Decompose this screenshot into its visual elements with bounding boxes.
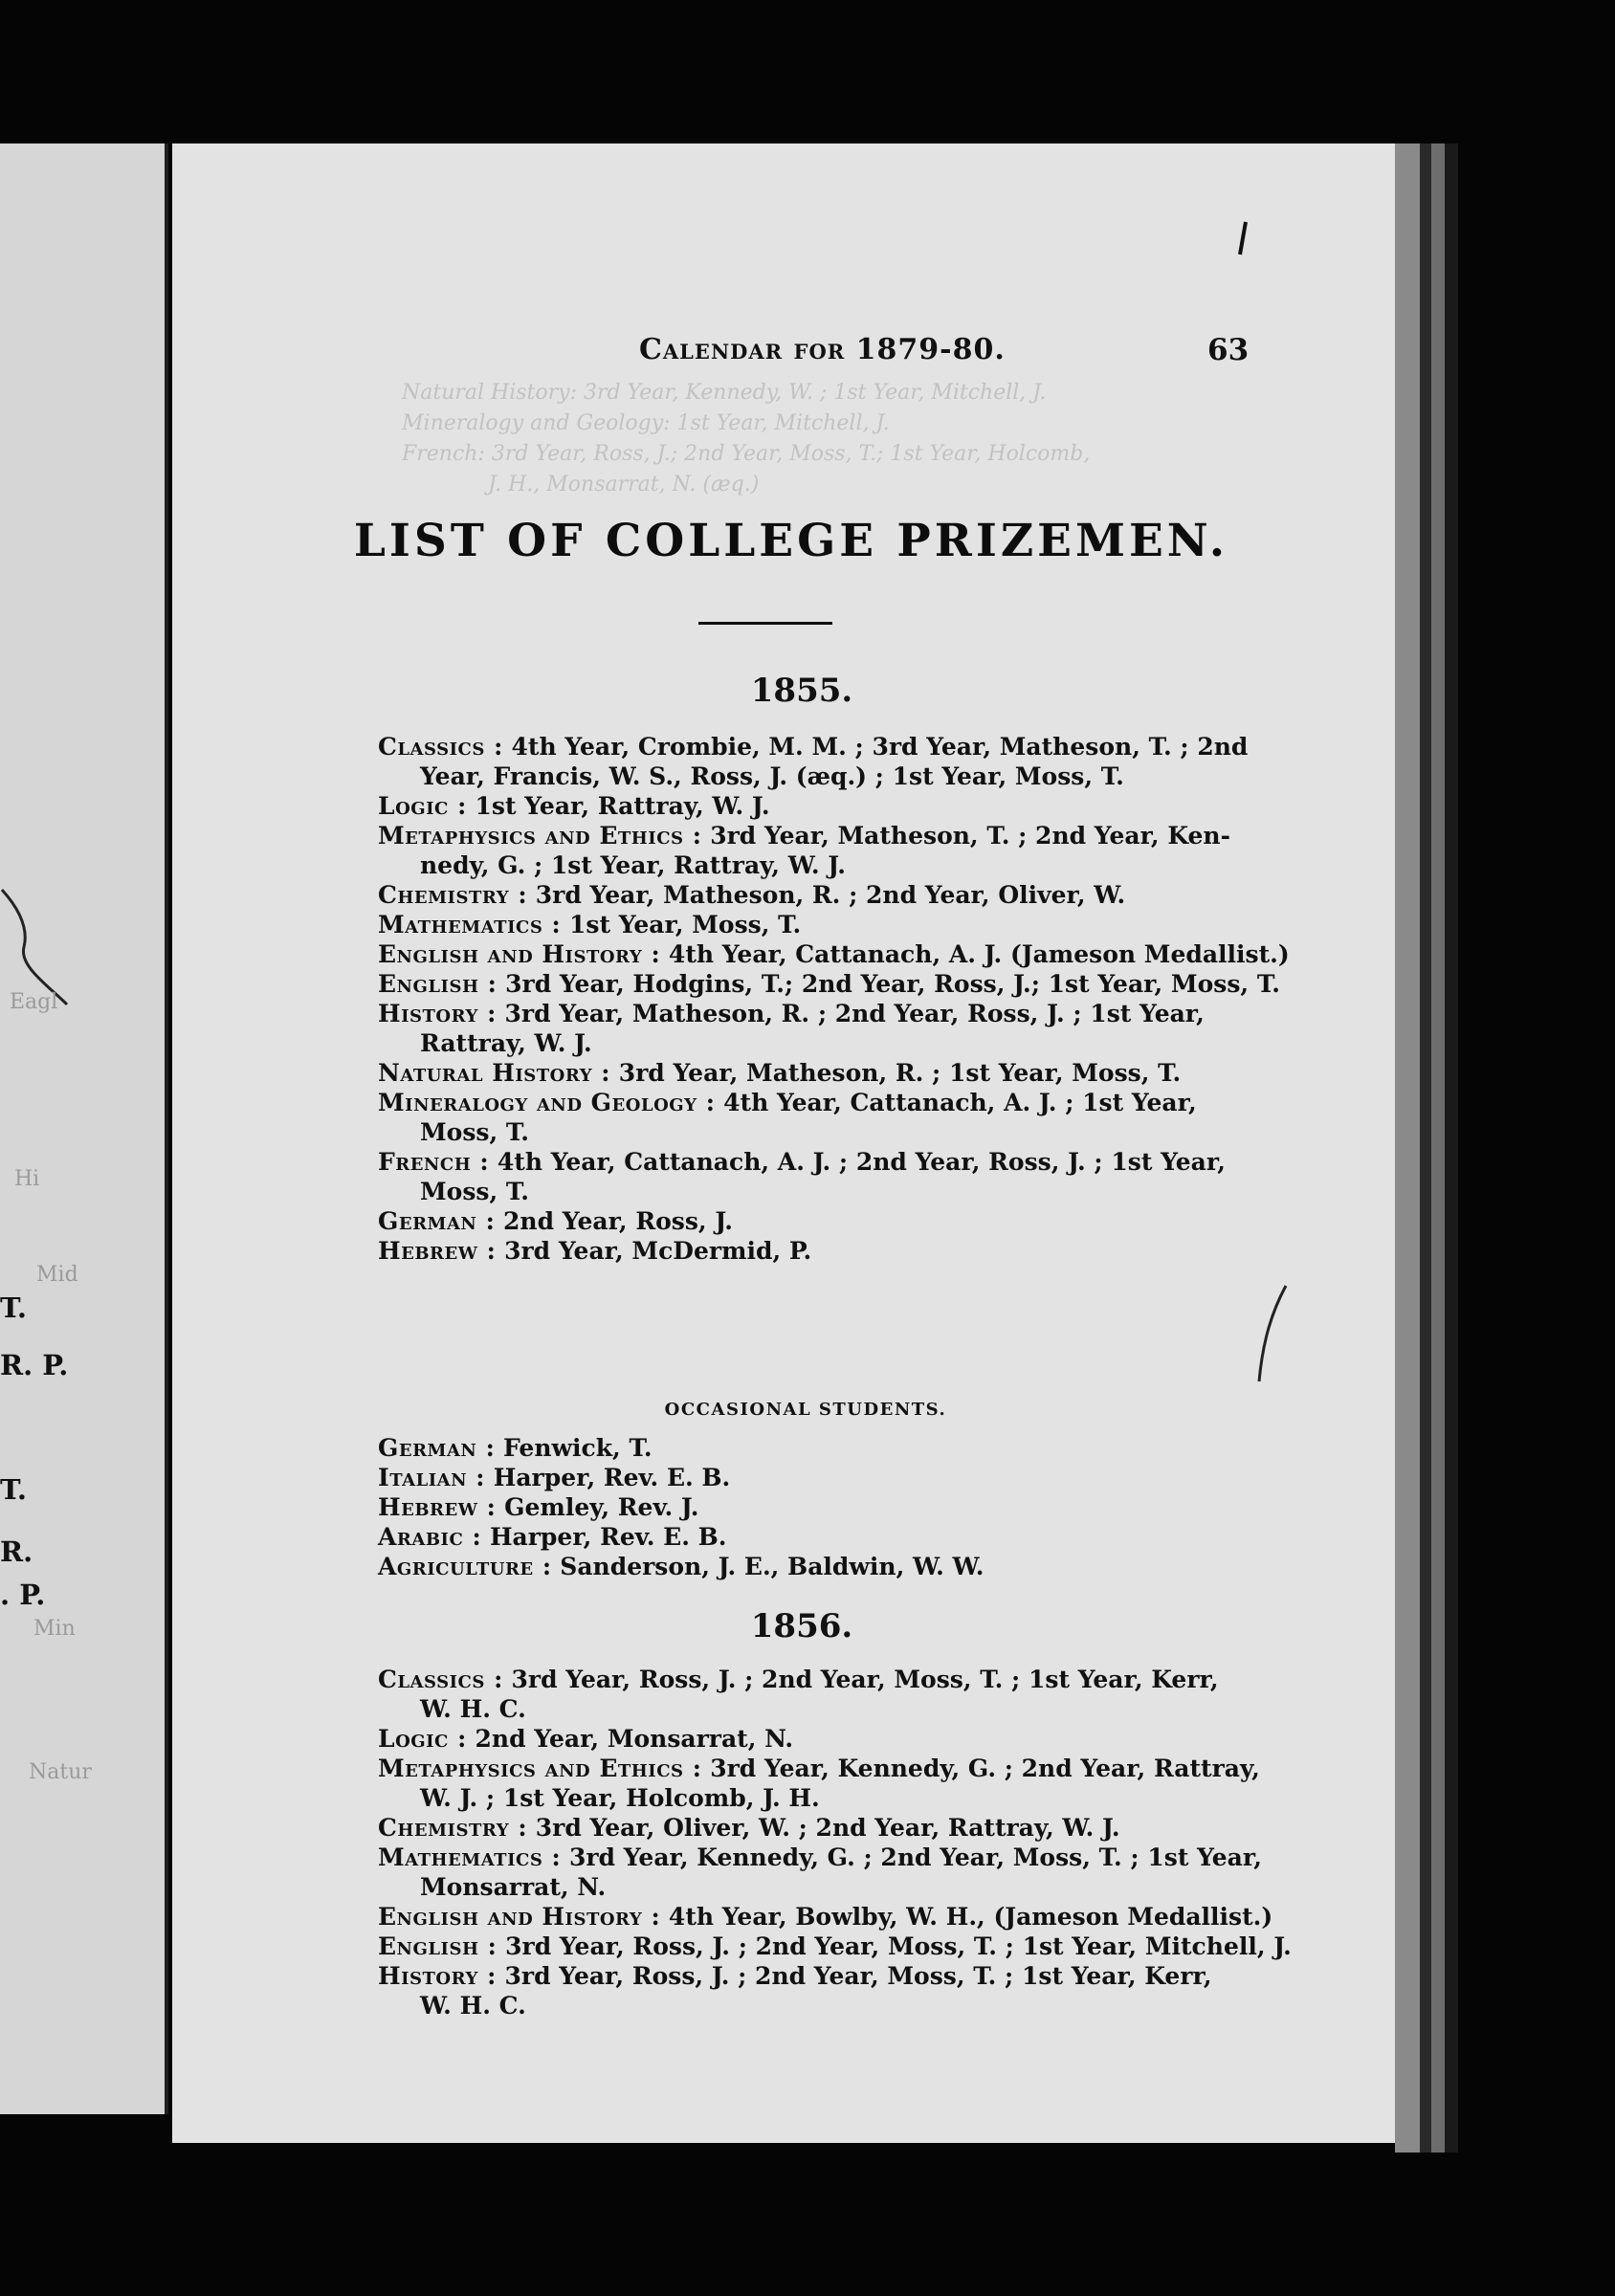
prize-text-continued: W. J. ; 1st Year, Holcomb, J. H. bbox=[420, 1784, 820, 1812]
page-header bbox=[172, 333, 1395, 371]
prize-text: 4th Year, Cattanach, A. J. ; 2nd Year, Ross, J. ; 1st Year, bbox=[497, 1148, 1226, 1176]
occasional-students-heading: OCCASIONAL STUDENTS. bbox=[664, 1400, 947, 1420]
prize-text: Gemley, Rev. J. bbox=[504, 1493, 699, 1521]
show-through-text: J. H., Monsarrat, N. (æq.) bbox=[488, 473, 760, 497]
prize-text: 3rd Year, Kennedy, G. ; 2nd Year, Moss, T. ; 1st Year, bbox=[568, 1843, 1262, 1871]
subject-label: French : bbox=[378, 1148, 490, 1176]
left-page-ghost-text: Eagl bbox=[10, 990, 58, 1014]
prize-entry-chemistry bbox=[378, 1813, 1378, 1843]
prize-entry-mathematics bbox=[378, 1843, 1378, 1902]
prize-entry-history bbox=[378, 1961, 1378, 2020]
subject-label: Hebrew : bbox=[378, 1237, 497, 1265]
prize-text-continued: Rattray, W. J. bbox=[420, 1029, 592, 1057]
prize-text: 3rd Year, Ross, J. ; 2nd Year, Moss, T. ; 1st Year, Kerr, bbox=[504, 1962, 1212, 1990]
page-number: 63 bbox=[1207, 333, 1250, 367]
prize-entry-mathematics bbox=[378, 910, 1378, 939]
prize-entry-english-history bbox=[378, 939, 1378, 969]
page-edge bbox=[1420, 144, 1431, 2152]
subject-label: English : bbox=[378, 970, 498, 998]
year-heading-1856: 1856. bbox=[750, 1607, 853, 1645]
page-edge bbox=[1445, 144, 1458, 2152]
page-title: LIST OF COLLEGE PRIZEMEN. bbox=[353, 515, 1229, 567]
prize-entry-chemistry bbox=[378, 880, 1378, 910]
subject-label: Metaphysics and Ethics : bbox=[378, 822, 702, 850]
prize-text: 3rd Year, Hodgins, T.; 2nd Year, Ross, J.; 1st Year, Moss, T. bbox=[505, 970, 1280, 998]
prize-entry-english bbox=[378, 1932, 1378, 1961]
subject-label: English and History : bbox=[378, 940, 661, 968]
subject-label: Logic : bbox=[378, 1725, 467, 1753]
left-page-ghost-text: Mid bbox=[36, 1263, 78, 1287]
prize-text: 4th Year, Cattanach, A. J. ; 1st Year, bbox=[723, 1089, 1197, 1116]
prize-text: 3rd Year, Ross, J. ; 2nd Year, Moss, T. ; 1st Year, Kerr, bbox=[511, 1666, 1219, 1693]
subject-label: German : bbox=[378, 1434, 496, 1462]
pencil-mark bbox=[1234, 220, 1253, 258]
prize-text: 2nd Year, Ross, J. bbox=[503, 1207, 733, 1235]
show-through-text: French: 3rd Year, Ross, J.; 2nd Year, Moss, T.; 1st Year, Holcomb, bbox=[402, 442, 1091, 466]
subject-label: Italian : bbox=[378, 1464, 485, 1491]
left-page-fragment: R. bbox=[0, 1535, 33, 1568]
occasional-entry bbox=[378, 1492, 1378, 1522]
left-page-ghost-text: Min bbox=[33, 1617, 76, 1641]
prize-entry-english-history bbox=[378, 1902, 1378, 1932]
show-through-text: Natural History: 3rd Year, Kennedy, W. ; 1st Year, Mitchell, J. bbox=[402, 381, 1047, 405]
title-rule bbox=[698, 622, 832, 625]
left-page-fragment: R. P. bbox=[0, 1349, 69, 1381]
left-page-fragment: T. bbox=[0, 1292, 27, 1324]
prize-text-continued: W. H. C. bbox=[420, 1695, 526, 1723]
occasional-entry bbox=[378, 1552, 1378, 1581]
prize-entry-logic bbox=[378, 1724, 1378, 1754]
prize-text: 4th Year, Crombie, M. M. ; 3rd Year, Matheson, T. ; 2nd bbox=[511, 733, 1249, 761]
prize-text: 3rd Year, McDermid, P. bbox=[504, 1237, 812, 1265]
book-page bbox=[172, 144, 1395, 2143]
subject-label: History : bbox=[378, 1962, 497, 1990]
prize-text: Harper, Rev. E. B. bbox=[489, 1523, 727, 1551]
subject-label: Chemistry : bbox=[378, 881, 528, 909]
page-edge bbox=[1395, 144, 1420, 2152]
subject-label: German : bbox=[378, 1207, 496, 1235]
prize-text: 2nd Year, Monsarrat, N. bbox=[475, 1725, 794, 1753]
prize-text: 3rd Year, Ross, J. ; 2nd Year, Moss, T. ; 1st Year, Mitchell, J. bbox=[505, 1932, 1292, 1960]
prize-text-continued: Monsarrat, N. bbox=[420, 1873, 607, 1901]
prize-entry-hebrew bbox=[378, 1236, 1378, 1266]
prize-text: 4th Year, Bowlby, W. H., (Jameson Medallist.) bbox=[668, 1903, 1273, 1931]
prize-entry-english bbox=[378, 969, 1378, 999]
subject-label: History : bbox=[378, 1000, 497, 1027]
subject-label: Arabic : bbox=[378, 1523, 482, 1551]
occasional-entry bbox=[378, 1522, 1378, 1552]
prize-entry-history bbox=[378, 999, 1378, 1058]
prize-text-continued: Moss, T. bbox=[420, 1118, 529, 1146]
subject-label: Hebrew : bbox=[378, 1493, 497, 1521]
left-facing-page bbox=[0, 144, 168, 2114]
prize-entry-metaphysics bbox=[378, 1754, 1378, 1813]
subject-label: English and History : bbox=[378, 1903, 661, 1931]
year-heading-1855: 1855. bbox=[750, 672, 853, 710]
left-page-ghost-text: Natur bbox=[29, 1760, 92, 1784]
subject-label: Classics : bbox=[378, 1666, 503, 1693]
prize-entry-logic bbox=[378, 791, 1378, 821]
prize-entry-metaphysics bbox=[378, 821, 1378, 880]
subject-label: Agriculture : bbox=[378, 1553, 552, 1580]
prize-entry-natural-history bbox=[378, 1058, 1378, 1088]
occasional-students-list bbox=[378, 1433, 1378, 1581]
subject-label: Chemistry : bbox=[378, 1814, 528, 1842]
subject-label: Natural History : bbox=[378, 1059, 611, 1087]
prize-text-continued: Year, Francis, W. S., Ross, J. (æq.) ; 1st Year, Moss, T. bbox=[420, 762, 1124, 790]
subject-label: Logic : bbox=[378, 792, 467, 820]
subject-label: Mathematics : bbox=[378, 1843, 562, 1871]
prize-text: 3rd Year, Matheson, R. ; 2nd Year, Ross, J. ; 1st Year, bbox=[504, 1000, 1205, 1027]
occasional-entry bbox=[378, 1433, 1378, 1463]
prize-entry-german bbox=[378, 1206, 1378, 1236]
prize-text: 3rd Year, Matheson, T. ; 2nd Year, Ken- bbox=[710, 822, 1230, 850]
subject-label: Classics : bbox=[378, 733, 503, 761]
page-edge bbox=[1431, 144, 1445, 2152]
prize-text-continued: nedy, G. ; 1st Year, Rattray, W. J. bbox=[420, 851, 846, 879]
prize-text: Sanderson, J. E., Baldwin, W. W. bbox=[560, 1553, 984, 1580]
subject-label: Metaphysics and Ethics : bbox=[378, 1755, 702, 1782]
prize-text: Fenwick, T. bbox=[503, 1434, 653, 1462]
prize-text: 1st Year, Moss, T. bbox=[568, 911, 802, 938]
prize-entry-french bbox=[378, 1147, 1378, 1206]
subject-label: Mathematics : bbox=[378, 911, 562, 938]
left-page-ghost-text: Hi bbox=[14, 1167, 40, 1191]
show-through-text: Mineralogy and Geology: 1st Year, Mitchell, J. bbox=[402, 411, 890, 435]
prize-text: 3rd Year, Kennedy, G. ; 2nd Year, Rattray, bbox=[710, 1755, 1260, 1782]
prize-text: 3rd Year, Matheson, R. ; 1st Year, Moss, T. bbox=[618, 1059, 1182, 1087]
prize-entry-classics bbox=[378, 732, 1378, 791]
prize-list-1856 bbox=[378, 1665, 1378, 2020]
left-page-fragment: T. bbox=[0, 1473, 27, 1506]
prize-list-1855 bbox=[378, 732, 1378, 1266]
prize-entry-mineralogy bbox=[378, 1088, 1378, 1147]
running-title: Calendar for 1879-80. bbox=[639, 333, 1006, 366]
left-page-fragment: . P. bbox=[0, 1578, 46, 1611]
subject-label: Mineralogy and Geology : bbox=[378, 1089, 716, 1116]
subject-label: English : bbox=[378, 1932, 498, 1960]
prize-text-continued: W. H. C. bbox=[420, 1992, 526, 2020]
prize-text: 3rd Year, Oliver, W. ; 2nd Year, Rattray, W. J. bbox=[535, 1814, 1120, 1842]
prize-text: Harper, Rev. E. B. bbox=[493, 1464, 731, 1491]
prize-text: 4th Year, Cattanach, A. J. (Jameson Medallist.) bbox=[668, 940, 1290, 968]
prize-text: 1st Year, Rattray, W. J. bbox=[475, 792, 770, 820]
occasional-entry bbox=[378, 1463, 1378, 1492]
prize-text: 3rd Year, Matheson, R. ; 2nd Year, Oliver, W. bbox=[535, 881, 1126, 909]
prize-entry-classics bbox=[378, 1665, 1378, 1724]
prize-text-continued: Moss, T. bbox=[420, 1178, 529, 1205]
pencil-mark bbox=[1253, 1282, 1292, 1387]
